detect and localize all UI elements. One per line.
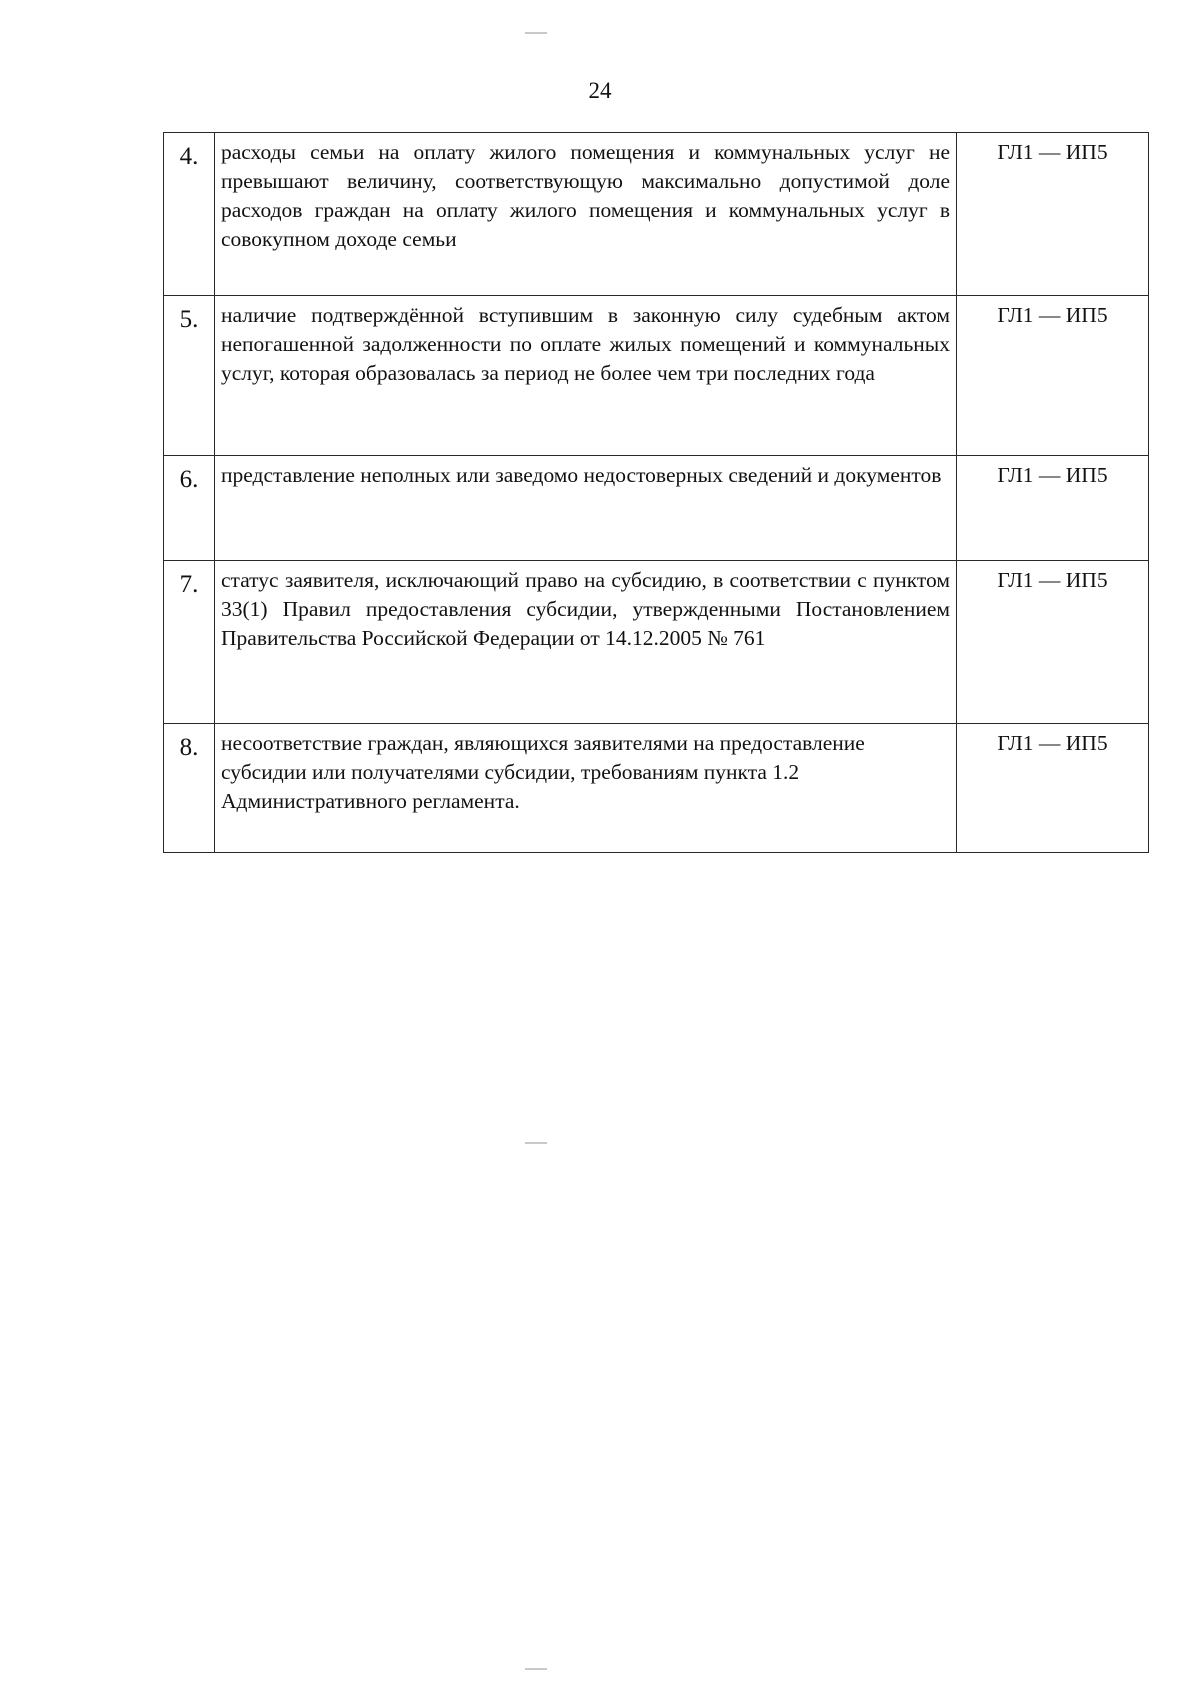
scan-artifact-middle [525,1142,547,1144]
row-number: 6. [164,456,215,561]
row-code: ГЛ1 — ИП5 [957,456,1149,561]
row-text: наличие подтверждённой вступившим в законную силу судебным актом непогашенной задолженности по оплате жилых помещений и коммунальных услуг, которая образовалась за период не более чем три последних года [221,303,950,385]
row-code: ГЛ1 — ИП5 [957,133,1149,296]
grounds-table [163,132,1149,853]
row-text: несоответствие граждан, являющихся заявителями на предоставление субсидии или получателями субсидии, требованиям пункта 1.2 Административного регламента. [221,731,865,813]
scan-artifact-bottom [525,1668,547,1670]
row-text: представление неполных или заведомо недостоверных сведений и документов [221,463,942,487]
table-row [164,133,1149,296]
table-row [164,724,1149,853]
row-code: ГЛ1 — ИП5 [957,296,1149,456]
page-number: 24 [588,78,612,103]
row-text: статус заявителя, исключающий право на субсидию, в соответствии с пунктом 33(1) Правил предоставления субсидии, утвержденными Постановлением Правительства Российской Федерации от 14.12.2005 № 761 [221,568,950,650]
row-code: ГЛ1 — ИП5 [957,561,1149,724]
row-number: 7. [164,561,215,724]
row-number: 5. [164,296,215,456]
row-code: ГЛ1 — ИП5 [957,724,1149,853]
row-number: 8. [164,724,215,853]
scan-artifact-top [525,32,547,34]
row-text: расходы семьи на оплату жилого помещения и коммунальных услуг не превышают величину, соответствующую максимально допустимой доле расходов граждан на оплату жилого помещения и коммунальных услуг в совокупном доходе семьи [221,140,950,251]
table-row [164,456,1149,561]
table-row [164,296,1149,456]
table-row [164,561,1149,724]
row-number: 4. [164,133,215,296]
